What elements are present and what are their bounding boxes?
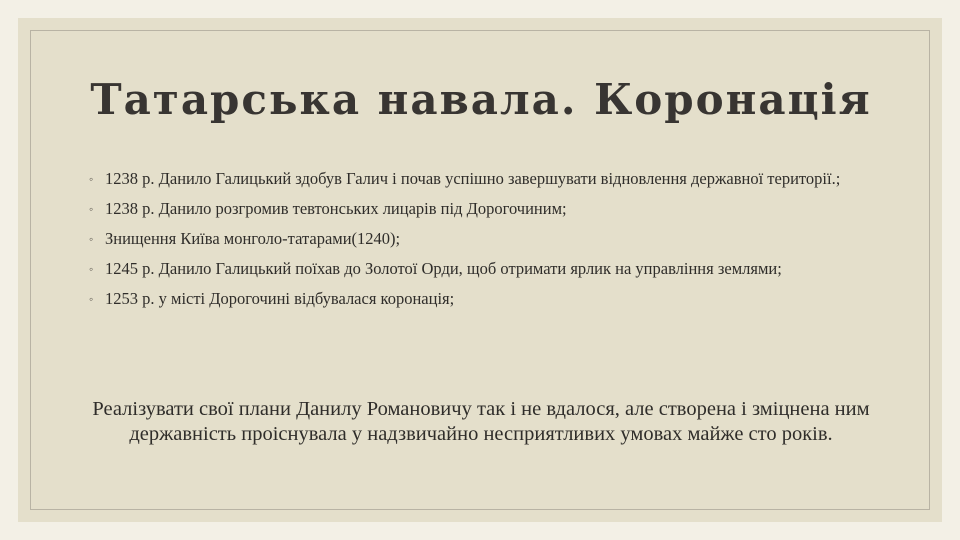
bullet-text: Знищення Київа монголо-татарами(1240); bbox=[105, 229, 401, 248]
bullet-icon: ◦ bbox=[89, 262, 94, 276]
list-item bbox=[89, 199, 869, 219]
bullet-icon: ◦ bbox=[89, 172, 94, 186]
bullet-text: 1238 р. Данило розгромив тевтонських лицарів під Дорогочиним; bbox=[105, 199, 567, 218]
list-item bbox=[89, 169, 869, 189]
slide-border bbox=[30, 30, 930, 510]
list-item bbox=[89, 229, 869, 249]
bullet-icon: ◦ bbox=[89, 232, 94, 246]
conclusion-text: Реалізувати свої плани Данилу Романовичу так і не вдалося, але створена і зміцнена ним державність проіснувала у надзвичайно несприятливих умовах майже сто років. bbox=[92, 398, 870, 445]
bullet-text: 1253 р. у місті Дорогочині відбувалася коронація; bbox=[105, 289, 455, 308]
list-item bbox=[89, 259, 869, 279]
bullet-list bbox=[89, 169, 869, 319]
bullet-icon: ◦ bbox=[89, 292, 94, 306]
bullet-text: 1245 р. Данило Галицький поїхав до Золотої Орди, щоб отримати ярлик на управління землями; bbox=[105, 259, 782, 278]
bullet-icon: ◦ bbox=[89, 202, 94, 216]
list-item bbox=[89, 289, 869, 309]
bullet-text: 1238 р. Данило Галицький здобув Галич і почав успішно завершувати відновлення державної території.; bbox=[105, 169, 841, 188]
slide-panel bbox=[18, 18, 942, 522]
slide-title: Татарська навала. Коронація bbox=[90, 75, 872, 124]
